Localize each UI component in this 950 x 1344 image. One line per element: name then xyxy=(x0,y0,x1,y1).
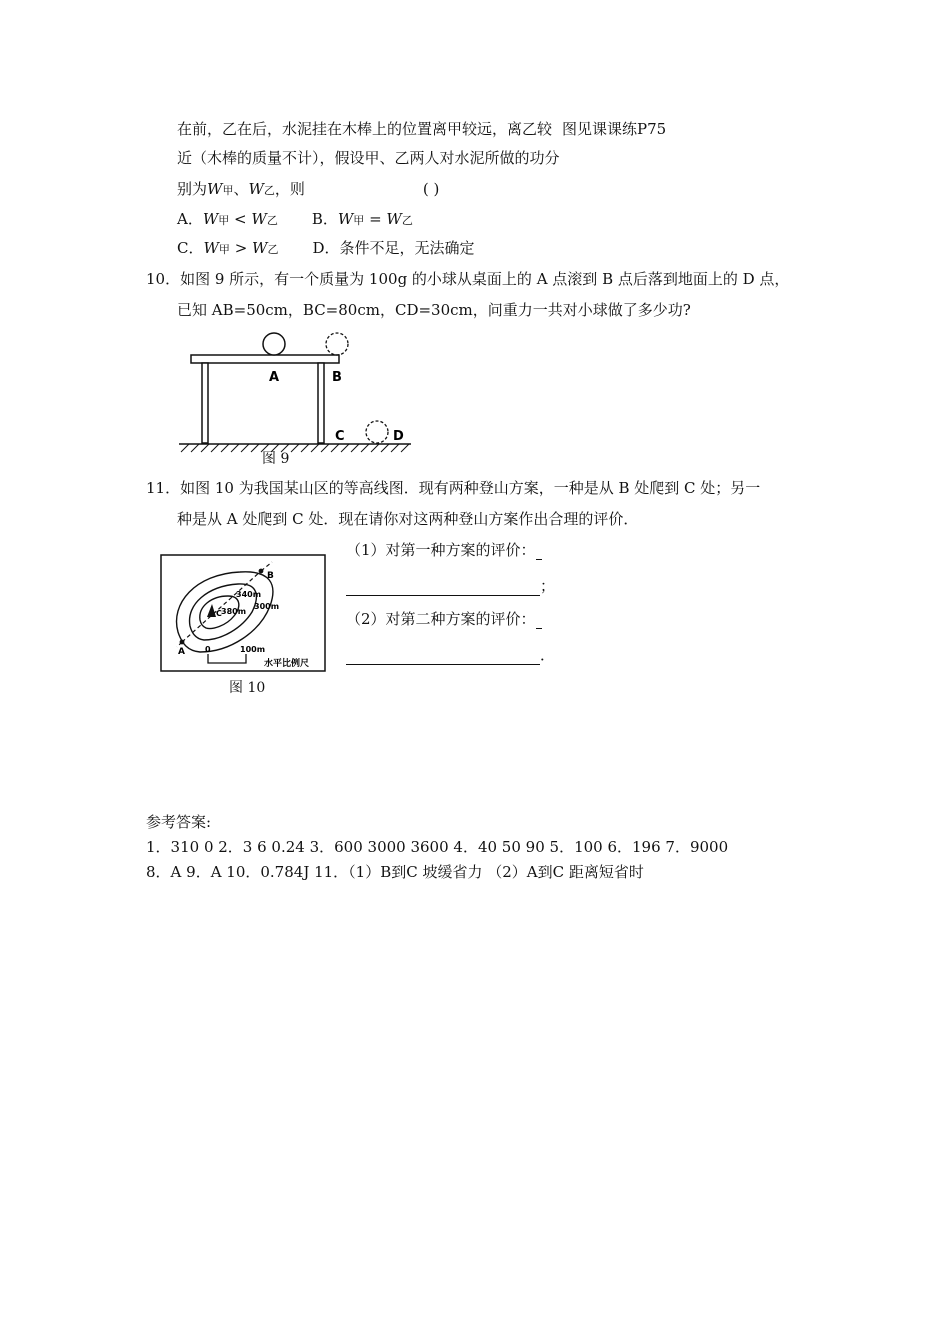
eval-1-answer-line[interactable]: ； xyxy=(346,576,555,596)
label-a: A xyxy=(269,370,280,385)
ball-at-b-dashed xyxy=(326,333,348,355)
option-c: C．W甲 > W乙 xyxy=(177,239,279,257)
option-b: B．W甲 = W乙 xyxy=(311,210,413,228)
q9-line-1: 在前，乙在后，水泥挂在木棒上的位置离甲较远，离乙较 图见课课练P75 xyxy=(177,120,667,138)
map-label-c: C xyxy=(216,609,222,618)
ball-at-d-dashed xyxy=(366,421,388,443)
answers-line-2: 8．A 9．A 10．0.784J 11．（1）B到C 坡缓省力 （2）A到C 距离短省时 xyxy=(146,863,644,881)
q9-options-cd xyxy=(177,238,475,260)
label-300m: 300m xyxy=(254,602,280,611)
option-d: D．条件不足，无法确定 xyxy=(312,239,475,257)
scale-label: 水平比例尺 xyxy=(264,659,310,669)
point-b xyxy=(259,569,264,574)
figure-9-caption: 图 9 xyxy=(262,451,290,467)
answers-line-1: 1．310 0 2．3 6 0.24 3．600 3000 3600 4．40 50 90 5．100 6．196 7．9000 xyxy=(146,838,729,856)
q11-line-1: 11．如图 10 为我国某山区的等高线图．现有两种登山方案，一种是从 B 处爬到 C 处；另一 xyxy=(146,479,761,497)
q9-reference: 图见课课练P75 xyxy=(562,120,667,138)
eval-2-answer-line[interactable]: ． xyxy=(346,645,555,665)
scale-100m: 100m xyxy=(240,645,266,654)
ball-at-a xyxy=(263,333,285,355)
answers-title: 参考答案: xyxy=(146,813,212,831)
q9-line-2: 近（木棒的质量不计），假设甲、乙两人对水泥所做的功分 xyxy=(177,149,560,167)
label-380m: 380m xyxy=(221,607,247,616)
point-a xyxy=(180,640,185,645)
map-label-a: A xyxy=(178,647,185,657)
label-340m: 340m xyxy=(236,590,262,599)
label-b: B xyxy=(332,370,342,385)
table-leg-left xyxy=(202,363,208,443)
answer-bracket: ( ) xyxy=(422,180,440,198)
q10-line-2: 已知 AB=50cm，BC=80cm，CD=30cm，问重力一共对小球做了多少功? xyxy=(177,301,691,319)
figure-9-table-diagram xyxy=(175,328,415,470)
table-leg-right xyxy=(318,363,324,443)
tabletop xyxy=(191,355,339,363)
ground-hatching xyxy=(181,444,409,452)
q10-line-1: 10．如图 9 所示，有一个质量为 100g 的小球从桌面上的 A 点滚到 B 点后落到地面上的 D 点， xyxy=(146,270,790,288)
q9-options-ab xyxy=(177,209,413,231)
option-a: A．W甲 < W乙 xyxy=(177,210,278,228)
figure-10-caption: 图 10 xyxy=(229,680,266,696)
label-c: C xyxy=(335,429,345,444)
eval-2-prompt: （2）对第二种方案的评价： xyxy=(346,609,542,629)
scale-zero: 0 xyxy=(205,645,211,654)
map-label-b: B xyxy=(267,571,274,581)
label-d: D xyxy=(393,429,404,444)
q11-line-2: 种是从 A 处爬到 C 处．现在请你对这两种登山方案作出合理的评价． xyxy=(177,510,639,528)
eval-1-prompt: （1）对第一种方案的评价： xyxy=(346,540,542,560)
q9-line-3: 别为W甲、W乙，则 ( ) xyxy=(177,180,440,198)
figure-10-contour-map xyxy=(160,554,327,672)
